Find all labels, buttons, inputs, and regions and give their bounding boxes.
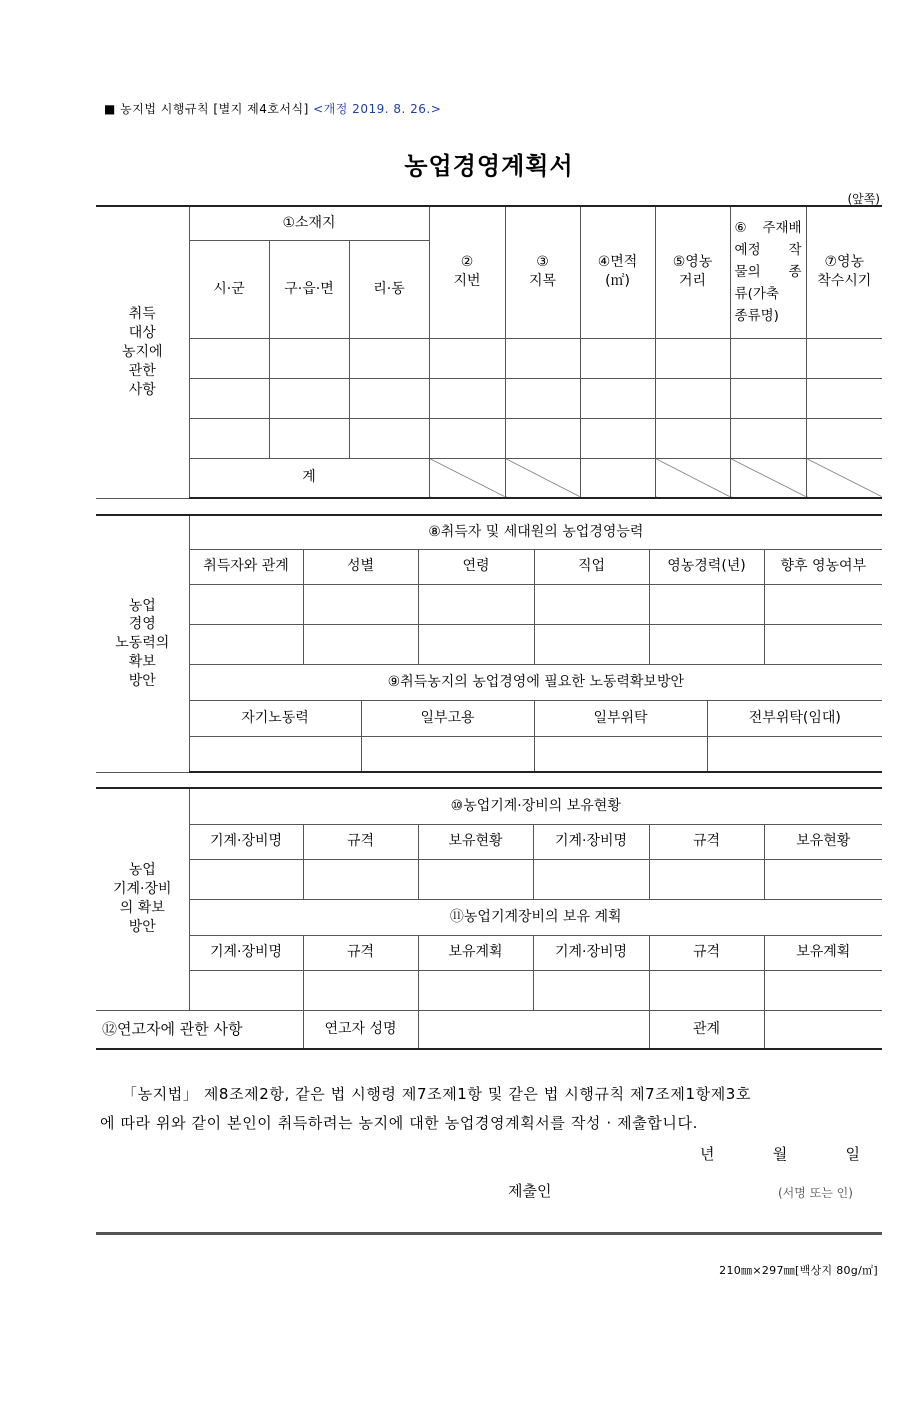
table-row — [96, 418, 882, 458]
declaration-text — [100, 1080, 860, 1138]
blank-cell[interactable] — [730, 338, 806, 378]
blank-cell[interactable] — [649, 624, 764, 664]
blank-cell[interactable] — [303, 970, 418, 1010]
blank-cell[interactable] — [418, 584, 534, 624]
holding-plan-header: 보유계획 — [418, 935, 533, 970]
blank-cell[interactable] — [429, 338, 505, 378]
spec-header: 규격 — [649, 935, 764, 970]
section3-side-header: 농업 기계·장비 의 확보 방안 — [96, 788, 189, 1010]
equipment-name-header: 기계·장비명 — [189, 824, 303, 859]
signature-label[interactable]: (서명 또는 인) — [778, 1186, 853, 1200]
blank-cell[interactable] — [418, 970, 533, 1010]
total-row — [96, 458, 882, 498]
relationship-label: 관계 — [649, 1010, 764, 1049]
month-label: 월 — [772, 1145, 788, 1163]
holding-plan-header: 보유계획 — [764, 935, 882, 970]
equipment-name-header: 기계·장비명 — [533, 824, 649, 859]
table-row — [96, 736, 882, 772]
city-county-header: 시·군 — [189, 240, 269, 338]
future-farming-header: 향후 영농여부 — [764, 549, 882, 584]
blank-cell[interactable] — [303, 624, 418, 664]
blank-cell[interactable] — [361, 736, 534, 772]
gender-header: 성별 — [303, 549, 418, 584]
footer-divider — [96, 1232, 882, 1235]
table-row — [96, 338, 882, 378]
blank-cell[interactable] — [189, 584, 303, 624]
blank-cell[interactable] — [418, 624, 534, 664]
diagonal-cell — [655, 458, 730, 498]
diagonal-cell — [429, 458, 505, 498]
equipment-name-header: 기계·장비명 — [533, 935, 649, 970]
table-row — [96, 584, 882, 624]
form-header — [104, 100, 441, 117]
blank-cell[interactable] — [764, 624, 882, 664]
blank-cell[interactable] — [534, 624, 649, 664]
section2-side-header: 농업 경영 노동력의 확보 방안 — [96, 515, 189, 772]
land-category-header: ③ 지목 — [505, 206, 580, 338]
law-reference: ■ 농지법 시행규칙 [별지 제4호서식] — [104, 102, 309, 116]
full-outsourcing-header: 전부위탁(임대) — [707, 700, 882, 736]
district-town-header: 구·읍·면 — [269, 240, 349, 338]
blank-cell[interactable] — [418, 859, 533, 899]
location-title: ①소재지 — [189, 206, 429, 240]
blank-cell[interactable] — [655, 378, 730, 418]
blank-cell[interactable] — [189, 859, 303, 899]
date-line — [700, 1143, 860, 1164]
blank-cell[interactable] — [730, 418, 806, 458]
table-row — [96, 378, 882, 418]
holding-status-header: 보유현황 — [764, 824, 882, 859]
blank-cell[interactable] — [580, 338, 655, 378]
blank-cell[interactable] — [189, 418, 269, 458]
revision-date: <개정 2019. 8. 26.> — [313, 102, 442, 116]
section1-side-header: 취득 대상 농지에 관한 사항 — [96, 206, 189, 498]
blank-cell[interactable] — [806, 418, 882, 458]
blank-cell[interactable] — [505, 418, 580, 458]
total-label: 계 — [189, 458, 429, 498]
blank-cell[interactable] — [533, 970, 649, 1010]
related-person-name-label: 연고자 성명 — [303, 1010, 418, 1049]
blank-cell[interactable] — [534, 736, 707, 772]
blank-cell[interactable] — [303, 859, 418, 899]
declaration-line1: 「농지법」 제8조제2항, 같은 법 시행령 제7조제1항 및 같은 법 시행규칙 제7조제1항제3호 — [122, 1085, 752, 1103]
table-row — [96, 859, 882, 899]
area-header: ④면적 (㎡) — [580, 206, 655, 338]
blank-cell[interactable] — [534, 584, 649, 624]
related-person-label: ⑫연고자에 관한 사항 — [96, 1010, 303, 1049]
blank-cell[interactable] — [649, 970, 764, 1010]
spec-header: 규격 — [303, 935, 418, 970]
blank-cell[interactable] — [349, 418, 429, 458]
equipment-table — [96, 787, 882, 1050]
spec-header: 규격 — [303, 824, 418, 859]
day-label: 일 — [845, 1145, 860, 1163]
blank-cell[interactable] — [707, 736, 882, 772]
main-crop-header: ⑥주재배 예정 작 물의 종 류(가축 종류명) — [730, 206, 806, 338]
diagonal-cell — [730, 458, 806, 498]
diagonal-cell — [806, 458, 882, 498]
blank-cell[interactable] — [349, 338, 429, 378]
blank-cell[interactable] — [189, 378, 269, 418]
labor-securing-title: ⑨취득농지의 농업경영에 필요한 노동력확보방안 — [189, 664, 882, 700]
start-time-header: ⑦영농 착수시기 — [806, 206, 882, 338]
partial-outsourcing-header: 일부위탁 — [534, 700, 707, 736]
blank-cell[interactable] — [505, 338, 580, 378]
blank-cell[interactable] — [649, 859, 764, 899]
page-title: 농업경영계획서 — [404, 152, 574, 180]
blank-cell[interactable] — [730, 378, 806, 418]
front-side-label: (앞쪽) — [847, 192, 880, 206]
declaration-line2: 에 따라 위와 같이 본인이 취득하려는 농지에 대한 농업경영계획서를 작성 · 제출합니다. — [100, 1114, 698, 1132]
table-row — [96, 970, 882, 1010]
spec-header: 규격 — [649, 824, 764, 859]
year-label: 년 — [700, 1145, 715, 1163]
lot-number-header: ② 지번 — [429, 206, 505, 338]
equipment-holding-title: ⑩농업기계·장비의 보유현황 — [189, 788, 882, 824]
blank-cell[interactable] — [269, 418, 349, 458]
blank-cell[interactable] — [349, 378, 429, 418]
farming-career-header: 영농경력(년) — [649, 549, 764, 584]
equipment-plan-title: ⑪농업기계장비의 보유 계획 — [189, 899, 882, 935]
labor-plan-table — [96, 514, 882, 773]
partial-employment-header: 일부고용 — [361, 700, 534, 736]
total-area-cell[interactable] — [580, 458, 655, 498]
relationship-field[interactable] — [764, 1010, 882, 1049]
village-header: 리·동 — [349, 240, 429, 338]
self-labor-header: 자기노동력 — [189, 700, 361, 736]
blank-cell[interactable] — [189, 736, 361, 772]
blank-cell[interactable] — [505, 378, 580, 418]
holding-status-header: 보유현황 — [418, 824, 533, 859]
table-row — [96, 624, 882, 664]
blank-cell[interactable] — [655, 418, 730, 458]
blank-cell[interactable] — [269, 338, 349, 378]
blank-cell[interactable] — [303, 584, 418, 624]
blank-cell[interactable] — [580, 418, 655, 458]
age-header: 연령 — [418, 549, 534, 584]
blank-cell[interactable] — [189, 338, 269, 378]
blank-cell[interactable] — [764, 970, 882, 1010]
blank-cell[interactable] — [429, 418, 505, 458]
submitter-label: 제출인 — [508, 1182, 552, 1200]
blank-cell[interactable] — [649, 584, 764, 624]
blank-cell[interactable] — [806, 378, 882, 418]
blank-cell[interactable] — [580, 378, 655, 418]
equipment-name-header: 기계·장비명 — [189, 935, 303, 970]
relation-header: 취득자와 관계 — [189, 549, 303, 584]
farming-ability-title: ⑧취득자 및 세대원의 농업경영능력 — [189, 515, 882, 549]
related-person-name-field[interactable] — [418, 1010, 649, 1049]
occupation-header: 직업 — [534, 549, 649, 584]
blank-cell[interactable] — [655, 338, 730, 378]
blank-cell[interactable] — [533, 859, 649, 899]
blank-cell[interactable] — [806, 338, 882, 378]
farming-distance-header: ⑤영농 거리 — [655, 206, 730, 338]
blank-cell[interactable] — [429, 378, 505, 418]
blank-cell[interactable] — [189, 970, 303, 1010]
blank-cell[interactable] — [269, 378, 349, 418]
farmland-info-table — [96, 205, 882, 499]
diagonal-cell — [505, 458, 580, 498]
blank-cell[interactable] — [764, 584, 882, 624]
blank-cell[interactable] — [189, 624, 303, 664]
blank-cell[interactable] — [764, 859, 882, 899]
paper-spec: 210㎜×297㎜[백상지 80g/㎡] — [719, 1264, 878, 1277]
